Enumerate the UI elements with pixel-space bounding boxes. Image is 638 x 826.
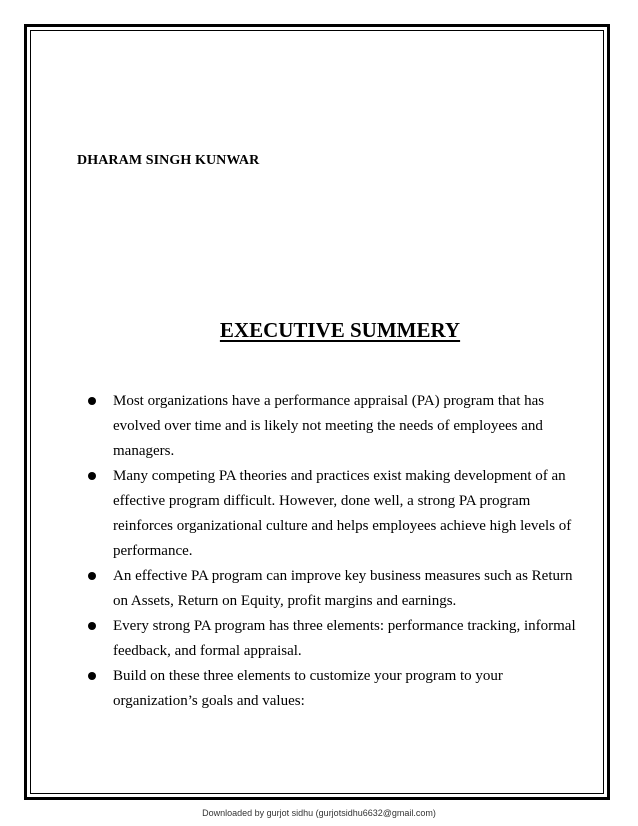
bullet-text: Every strong PA program has three elements: performance tracking, informal feedback, and formal appraisal. [113, 618, 576, 659]
bullet-item [88, 564, 588, 614]
bullet-item [88, 464, 588, 564]
bullet-item [88, 664, 588, 714]
bullet-dot-icon [88, 572, 96, 580]
bullet-text: Build on these three elements to customize your program to your organization’s goals and values: [113, 668, 503, 709]
bullet-item [88, 389, 588, 464]
bullet-text: Most organizations have a performance appraisal (PA) program that has evolved over time and is likely not meeting the needs of employees and managers. [113, 393, 545, 459]
author-name: DHARAM SINGH KUNWAR [77, 153, 260, 168]
bullet-dot-icon [88, 397, 96, 405]
bullet-dot-icon [88, 672, 96, 680]
summary-bullet-list [88, 389, 588, 714]
bullet-text: An effective PA program can improve key business measures such as Return on Assets, Return on Equity, profit margins and earnings. [113, 568, 573, 609]
download-footer: Downloaded by gurjot sidhu (gurjotsidhu6632@gmail.com) [202, 808, 436, 818]
bullet-dot-icon [88, 622, 96, 630]
bullet-dot-icon [88, 472, 96, 480]
bullet-item [88, 614, 588, 664]
bullet-text: Many competing PA theories and practices exist making development of an effective program difficult. However, done well, a strong PA program reinforces organizational culture and helps employees achieve high levels of performance. [113, 468, 572, 559]
document-title: EXECUTIVE SUMMERY [219, 318, 461, 342]
